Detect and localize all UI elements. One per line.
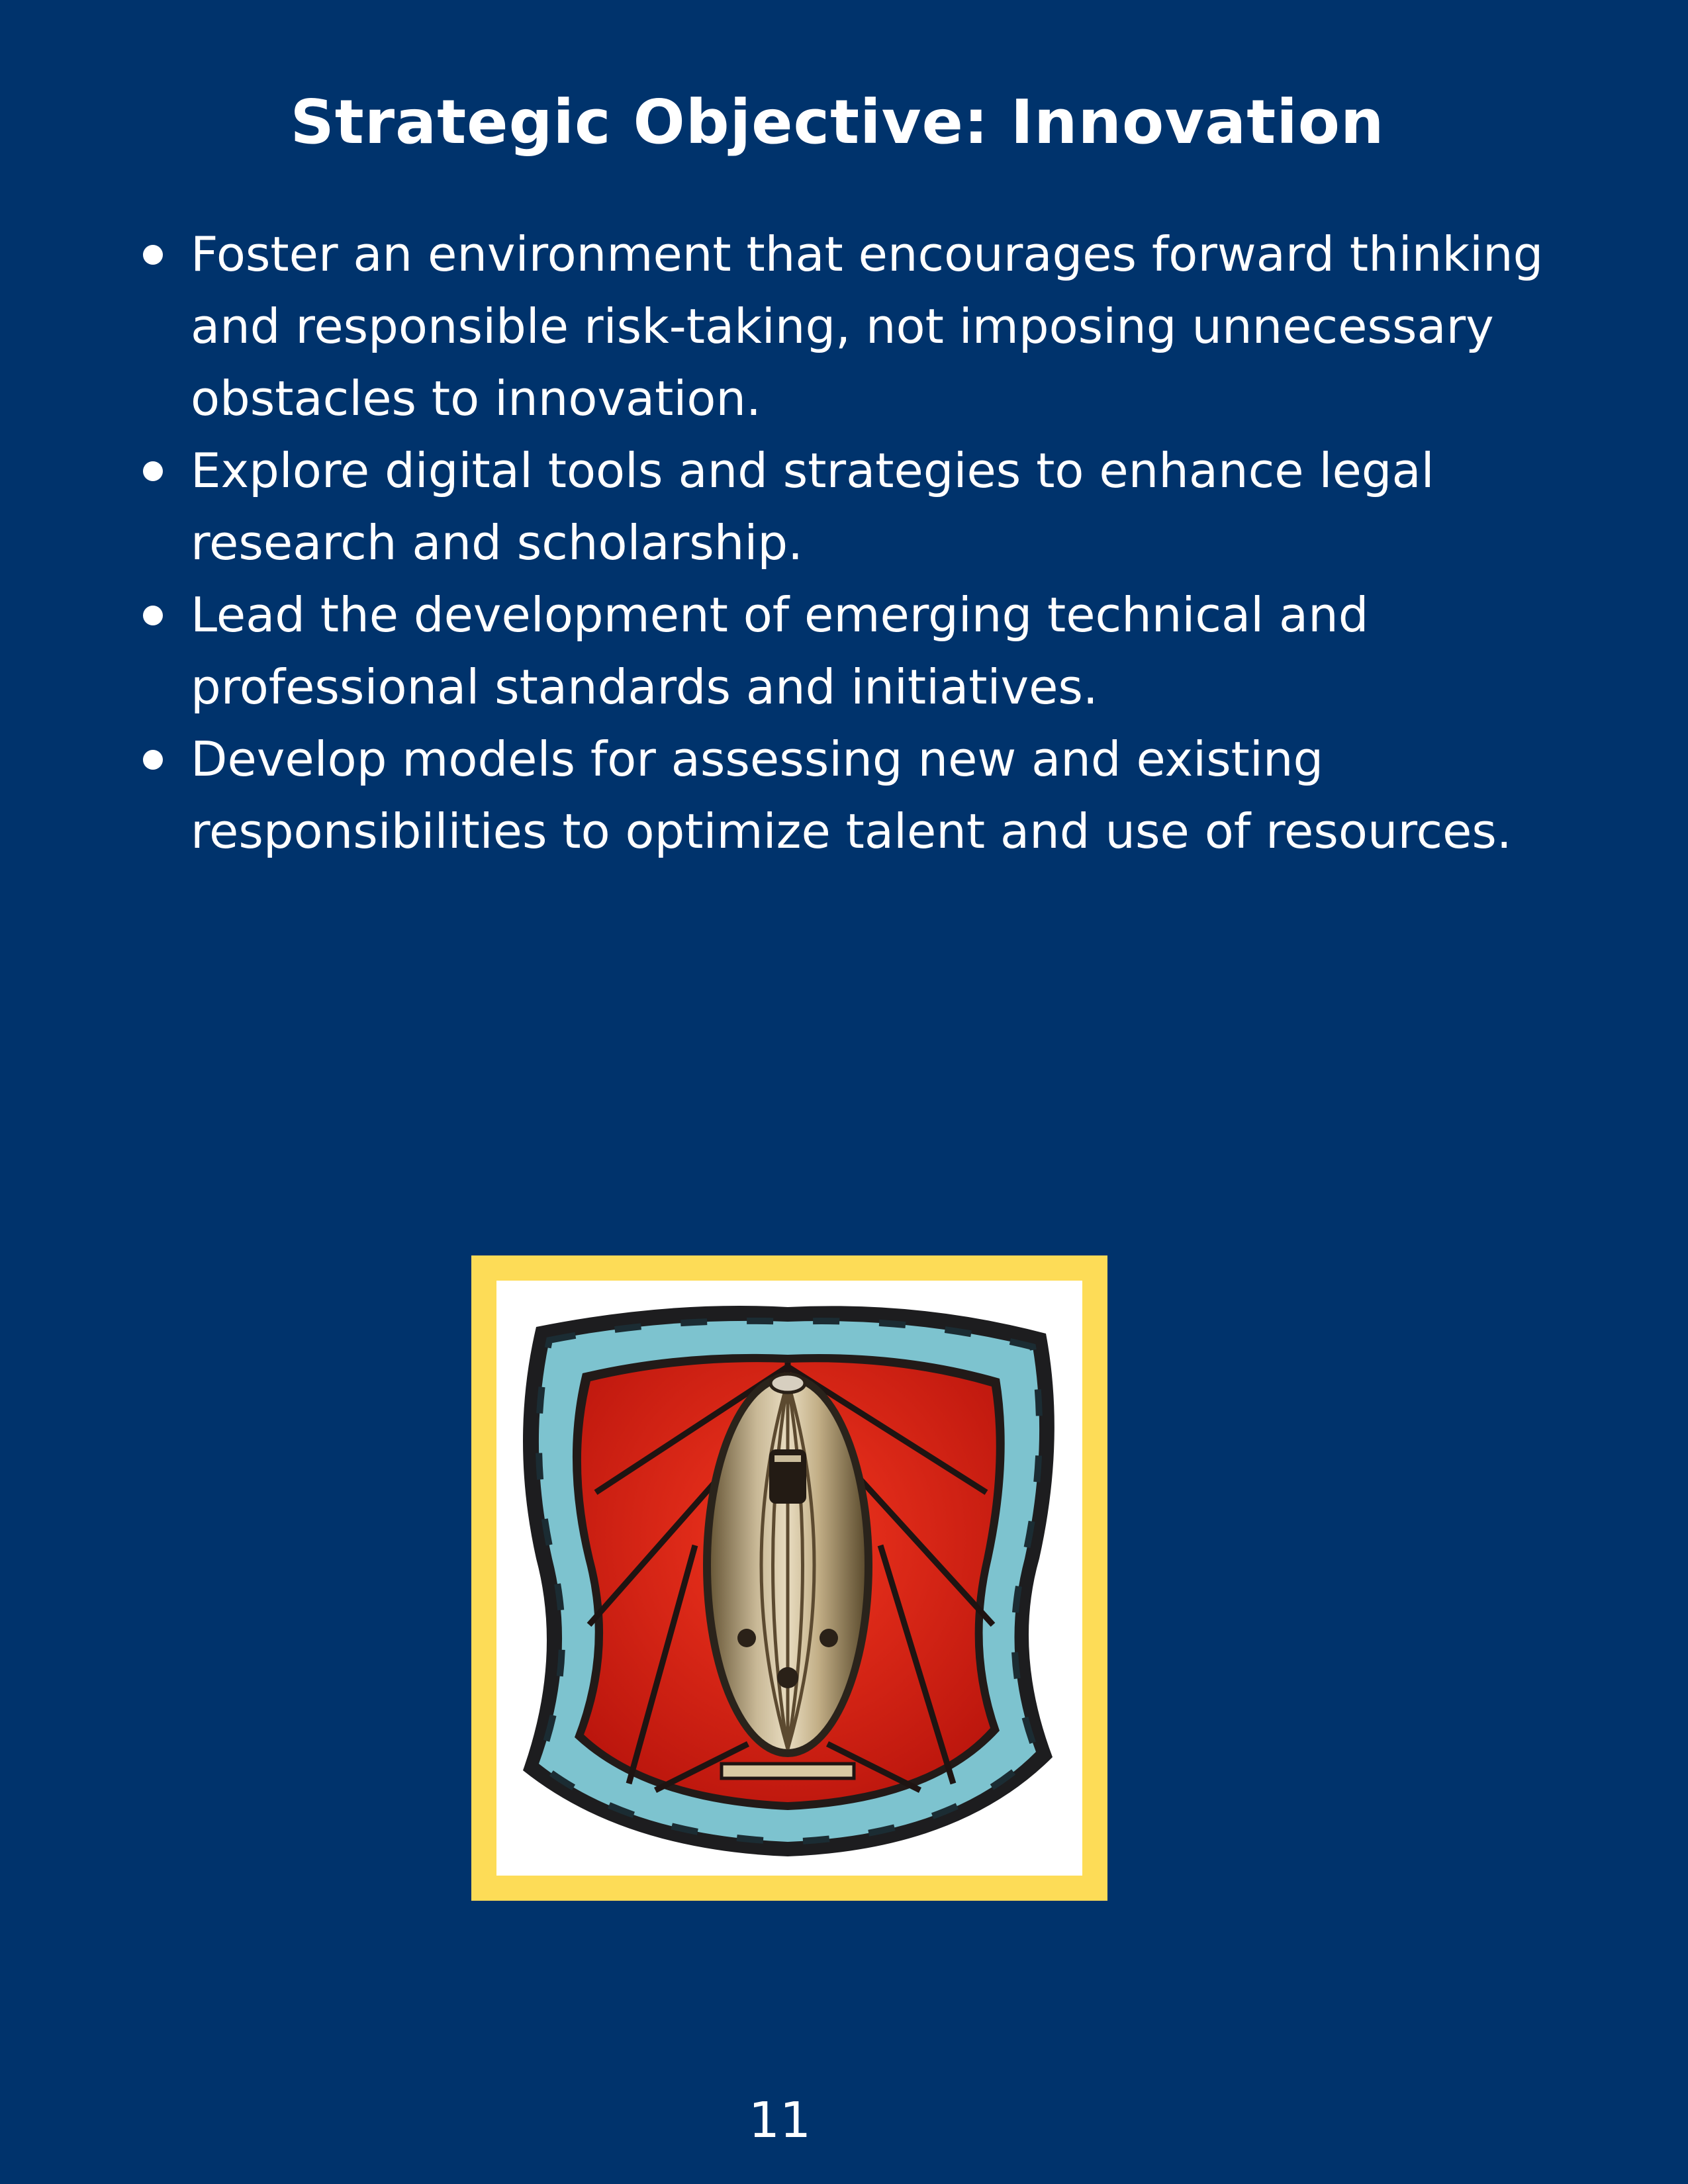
stained-glass-airship-icon	[496, 1281, 1082, 1876]
page-number: 11	[748, 2092, 812, 2149]
bullet-text: Foster an environment that encourages forward thinking and responsible risk-taking, not imposing unnecessary obstacles to innovation.	[191, 226, 1544, 426]
stained-glass-image	[496, 1281, 1082, 1876]
bullet-icon	[143, 245, 163, 265]
list-item	[139, 579, 1562, 723]
bullet-icon	[143, 750, 163, 770]
list-item	[139, 435, 1562, 579]
list-item	[139, 723, 1562, 868]
page-title: Strategic Objective: Innovation	[290, 87, 1385, 158]
image-frame	[471, 1255, 1107, 1901]
bullet-text: Develop models for assessing new and existing responsibilities to optimize talent and use of resources.	[191, 731, 1512, 859]
bullet-icon	[143, 606, 163, 625]
bullet-text: Explore digital tools and strategies to enhance legal research and scholarship.	[191, 443, 1434, 570]
bullet-text: Lead the development of emerging technical and professional standards and initiatives.	[191, 587, 1369, 715]
bullet-icon	[143, 461, 163, 481]
list-item	[139, 218, 1562, 435]
objective-list	[139, 218, 1562, 868]
